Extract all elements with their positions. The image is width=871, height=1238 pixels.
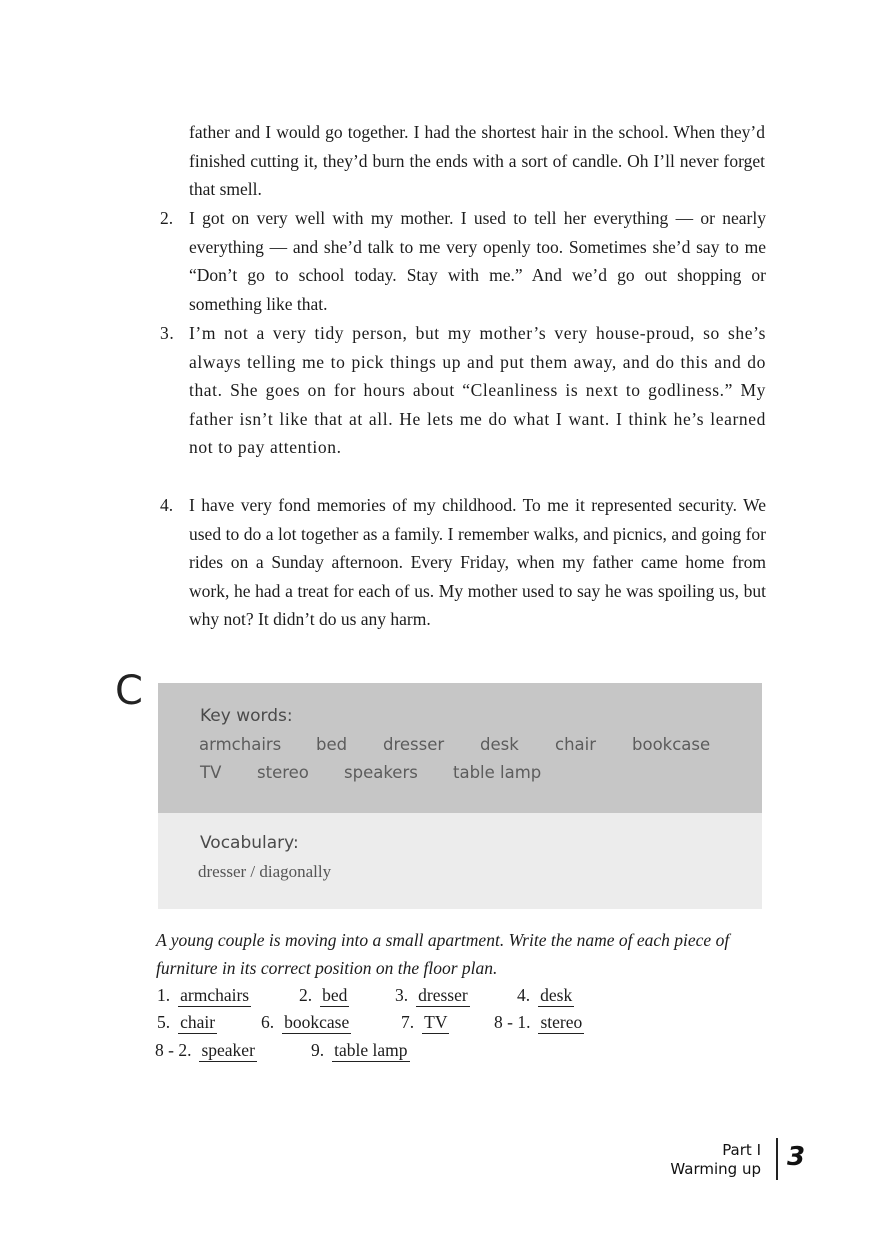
key-word: bookcase xyxy=(632,735,711,754)
vocabulary-words: dresser / diagonally xyxy=(198,862,332,881)
vocabulary-box xyxy=(158,813,762,909)
answer-word: bookcase xyxy=(284,1012,350,1032)
answer-item xyxy=(155,1038,257,1062)
answer-word: table lamp xyxy=(334,1040,408,1060)
key-word: speakers xyxy=(344,763,418,782)
answer-number: 3. xyxy=(395,985,409,1005)
answer-number: 6. xyxy=(261,1012,275,1032)
answer-number: 8 - 1. xyxy=(494,1012,531,1032)
answer-word: TV xyxy=(424,1012,448,1032)
passage-continuation: father and I would go together. I had the shortest hair in the school. When they’d finished cutting it, they’d burn the ends with a sort of candle. Oh I’ll never forget that smell. xyxy=(189,122,765,200)
vocabulary-title: Vocabulary: xyxy=(200,833,299,853)
answer-item xyxy=(157,983,251,1007)
answer-item xyxy=(311,1038,410,1062)
answer-number: 7. xyxy=(401,1012,415,1032)
answer-word: bed xyxy=(322,985,348,1005)
item-text: I’m not a very tidy person, but my mother’s very house-proud, so she’s always telling me to pick things up and put them away, and do this and do that. She goes on for hours about “Cleanliness is next to godliness.” My father isn’t like that at all. He lets me do what I want. I think he’s learned not to pay attention. xyxy=(189,323,766,458)
section-letter: C xyxy=(115,668,143,714)
answer-word: armchairs xyxy=(180,985,250,1005)
answer-word: chair xyxy=(180,1012,216,1032)
page-number: 3 xyxy=(787,1142,806,1172)
answer-number: 1. xyxy=(157,985,171,1005)
answer-number: 9. xyxy=(311,1040,325,1060)
key-words-box xyxy=(158,683,762,813)
item-number: 2. xyxy=(160,208,174,228)
exercise-instruction: A young couple is moving into a small apartment. Write the name of each piece of furniture in its correct position on the floor plan. xyxy=(156,930,730,978)
passage-item xyxy=(160,491,766,634)
passage-item xyxy=(160,319,766,462)
answer-item xyxy=(517,983,574,1007)
key-word: armchairs xyxy=(199,735,282,754)
answer-item xyxy=(494,1010,584,1034)
answer-number: 2. xyxy=(299,985,313,1005)
item-text: I have very fond memories of my childhood. To me it represented security. We used to do a lot together as a family. I remember walks, and picnics, and going for rides on a Sunday afternoon. Every Friday, when my father came home from work, he had a treat for each of us. My mother used to say he was spoiling us, but why not? It didn’t do us any harm. xyxy=(189,495,766,630)
answer-word: dresser xyxy=(418,985,468,1005)
answer-number: 4. xyxy=(517,985,531,1005)
key-word: chair xyxy=(555,735,597,754)
item-number: 3. xyxy=(160,323,175,343)
answer-item xyxy=(157,1010,217,1034)
key-word: desk xyxy=(480,735,519,754)
footer-part-label xyxy=(670,1141,761,1179)
answer-word: speaker xyxy=(201,1040,255,1060)
key-word: TV xyxy=(200,763,222,782)
item-number: 4. xyxy=(160,495,174,515)
key-word: dresser xyxy=(383,735,445,754)
footer-divider xyxy=(776,1138,778,1180)
footer-section-name: Warming up xyxy=(670,1160,761,1178)
answer-item xyxy=(261,1010,351,1034)
answer-item xyxy=(401,1010,449,1034)
key-word: stereo xyxy=(257,763,309,782)
answer-item xyxy=(395,983,470,1007)
key-word: table lamp xyxy=(453,763,542,782)
answer-word: stereo xyxy=(540,1012,583,1032)
key-words-title: Key words: xyxy=(200,706,293,726)
answer-word: desk xyxy=(540,985,573,1005)
answer-item xyxy=(299,983,349,1007)
footer-part: Part I xyxy=(722,1141,761,1159)
passage-item xyxy=(160,204,766,318)
answer-number: 8 - 2. xyxy=(155,1040,192,1060)
item-text: I got on very well with my mother. I used to tell her everything — or nearly everything — and she’d talk to me very openly too. Sometimes she’d say to me “Don’t go to school today. Stay with me.” And we’d go out shopping or something like that. xyxy=(189,208,766,314)
answer-number: 5. xyxy=(157,1012,171,1032)
key-word: bed xyxy=(316,735,348,754)
